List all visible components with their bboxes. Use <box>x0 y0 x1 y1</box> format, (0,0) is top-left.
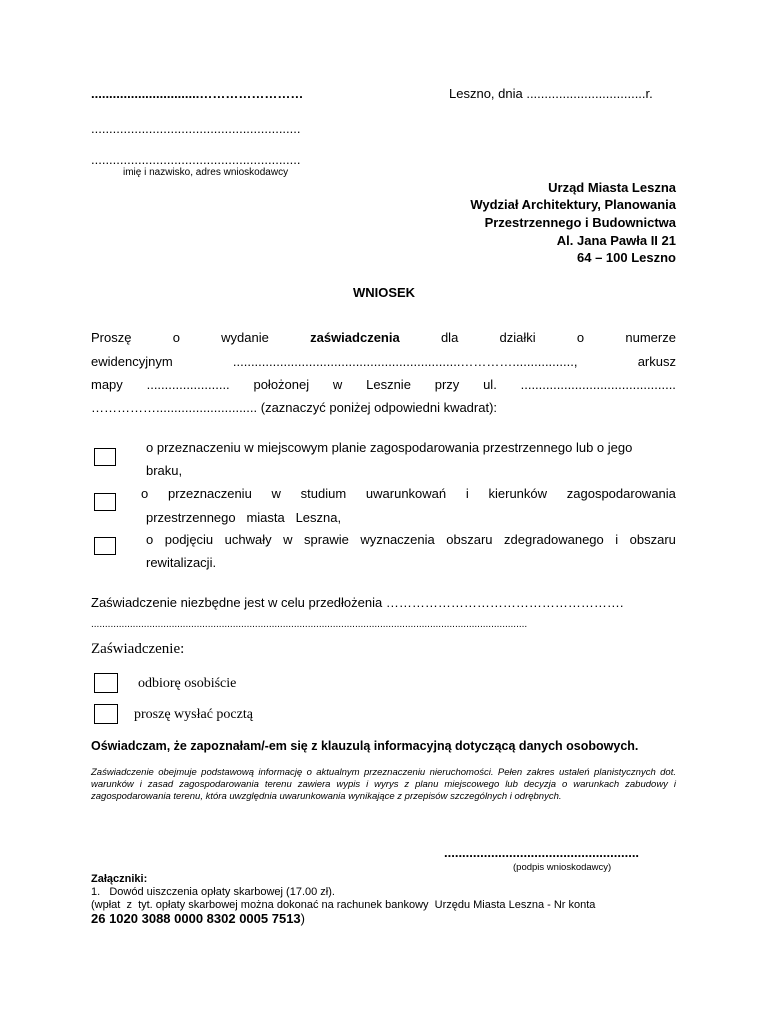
applicant-caption: imię i nazwisko, adres wnioskodawcy <box>123 167 289 178</box>
request-line-4: ……………............................ (zaznaczyć poniżej odpowiedni kwadrat): <box>91 400 498 415</box>
option-word: obszaru <box>629 532 676 547</box>
request-word: mapy <box>91 377 123 392</box>
request-line-1 <box>91 330 676 345</box>
option-word: o <box>146 532 154 547</box>
payment-note: (wpłat z tyt. opłaty skarbowej można dokonać na rachunek bankowy Urzędu Miasta Leszna - Nr konta <box>91 899 596 911</box>
bank-account-line <box>91 911 305 926</box>
document-title: WNIOSEK <box>352 285 416 300</box>
parcel-number-dots: ...............................................................…………................., <box>232 354 578 369</box>
option-word: i <box>465 486 469 501</box>
option-word: przeznaczeniu <box>167 486 252 501</box>
request-word-bold: zaświadczenia <box>310 330 400 345</box>
street-dots: ........................................... <box>520 377 676 392</box>
request-word: przy <box>434 377 460 392</box>
applicant-name-dots: ..............................…………………… <box>91 86 304 101</box>
attachments-heading: Załączniki: <box>91 873 148 885</box>
legal-note: Zaświadczenie obejmuje podstawową informację o aktualnym przeznaczeniu nieruchomości. Pełen zakres ustaleń planistycznych dot. warunków i zasad zagospodarowania terenu zawiera wypis i wyrys z planu miejscowego lub decyzja o warunkach zabudowy i zagospodarowania terenu, która uwzględnia uwarunkowania wynikające z przepisów szczególnych i odrębnych. <box>91 767 676 802</box>
delivery-post-checkbox[interactable] <box>94 704 118 724</box>
request-word: Lesznie <box>366 377 411 392</box>
recipient-line-2: Wydział Architektury, Planowania <box>470 197 676 212</box>
attachment-item-1: 1. Dowód uiszczenia opłaty skarbowej (17.00 zł). <box>91 886 335 898</box>
request-word: Proszę <box>91 330 132 345</box>
option-word: i <box>615 532 619 547</box>
recipient-line-3: Przestrzennego i Budownictwa <box>484 215 676 230</box>
request-word: działki <box>499 330 536 345</box>
option-word: uwarunkowań <box>365 486 447 501</box>
signature-dots: ...................................................... <box>444 845 640 860</box>
request-word: ul. <box>483 377 497 392</box>
request-line-2 <box>91 354 676 369</box>
option-3-line-1 <box>146 532 676 547</box>
option-word: podjęciu <box>164 532 214 547</box>
option-1-line-2: braku, <box>146 463 183 478</box>
request-word: arkusz <box>637 354 676 369</box>
request-word: numerze <box>625 330 676 345</box>
option-1-checkbox[interactable] <box>94 448 116 466</box>
option-1-line-1: o przeznaczeniu w miejscowym planie zagospodarowania przestrzennego lub o jego <box>146 440 633 455</box>
bank-account-number: 26 1020 3088 0000 8302 0005 7513 <box>91 911 301 926</box>
request-line-3 <box>91 377 676 392</box>
applicant-address-dots-2: .......................................................... <box>91 152 301 167</box>
option-word: zdegradowanego <box>504 532 604 547</box>
place-date: Leszno, dnia .................................r. <box>449 86 653 101</box>
option-2-line-1 <box>141 486 676 501</box>
option-2-line-2: przestrzennego miasta Leszna, <box>146 510 342 525</box>
option-word: wyznaczenia <box>360 532 435 547</box>
map-sheet-dots: ....................... <box>146 377 230 392</box>
recipient-line-5: 64 – 100 Leszno <box>577 250 676 265</box>
request-word: o <box>172 330 180 345</box>
bank-account-close: ) <box>300 911 305 926</box>
purpose-dots: ............................................................................................................................................................. <box>91 619 528 630</box>
recipient-line-1: Urząd Miasta Leszna <box>548 180 676 195</box>
delivery-heading: Zaświadczenie: <box>91 641 185 657</box>
delivery-personal-label: odbiorę osobiście <box>138 676 237 691</box>
option-word: w <box>283 532 293 547</box>
delivery-personal-checkbox[interactable] <box>94 673 118 693</box>
option-word: uchwały <box>224 532 272 547</box>
option-3-line-2: rewitalizacji. <box>146 555 217 570</box>
option-3-checkbox[interactable] <box>94 537 116 555</box>
option-word: zagospodarowania <box>566 486 676 501</box>
option-word: kierunków <box>488 486 548 501</box>
request-word: ewidencyjnym <box>91 354 173 369</box>
purpose-label: Zaświadczenie niezbędne jest w celu przedłożenia ………………………………………………. <box>91 595 624 610</box>
request-word: w <box>332 377 343 392</box>
request-word: dla <box>440 330 459 345</box>
request-word: położonej <box>253 377 310 392</box>
request-word: o <box>576 330 585 345</box>
option-word: w <box>271 486 281 501</box>
delivery-post-label: proszę wysłać pocztą <box>134 707 253 722</box>
option-word: obszaru <box>446 532 493 547</box>
recipient-line-4: Al. Jana Pawła II 21 <box>556 233 676 248</box>
signature-caption: (podpis wnioskodawcy) <box>513 862 612 873</box>
option-word: studium <box>300 486 347 501</box>
declaration: Oświadczam, że zapoznałam/-em się z klauzulą informacyjną dotyczącą danych osobowych. <box>91 739 639 753</box>
applicant-address-dots-1: .......................................................... <box>91 121 301 136</box>
option-word: sprawie <box>304 532 349 547</box>
option-2-checkbox[interactable] <box>94 493 116 511</box>
request-word: wydanie <box>221 330 269 345</box>
option-word: o <box>141 486 149 501</box>
